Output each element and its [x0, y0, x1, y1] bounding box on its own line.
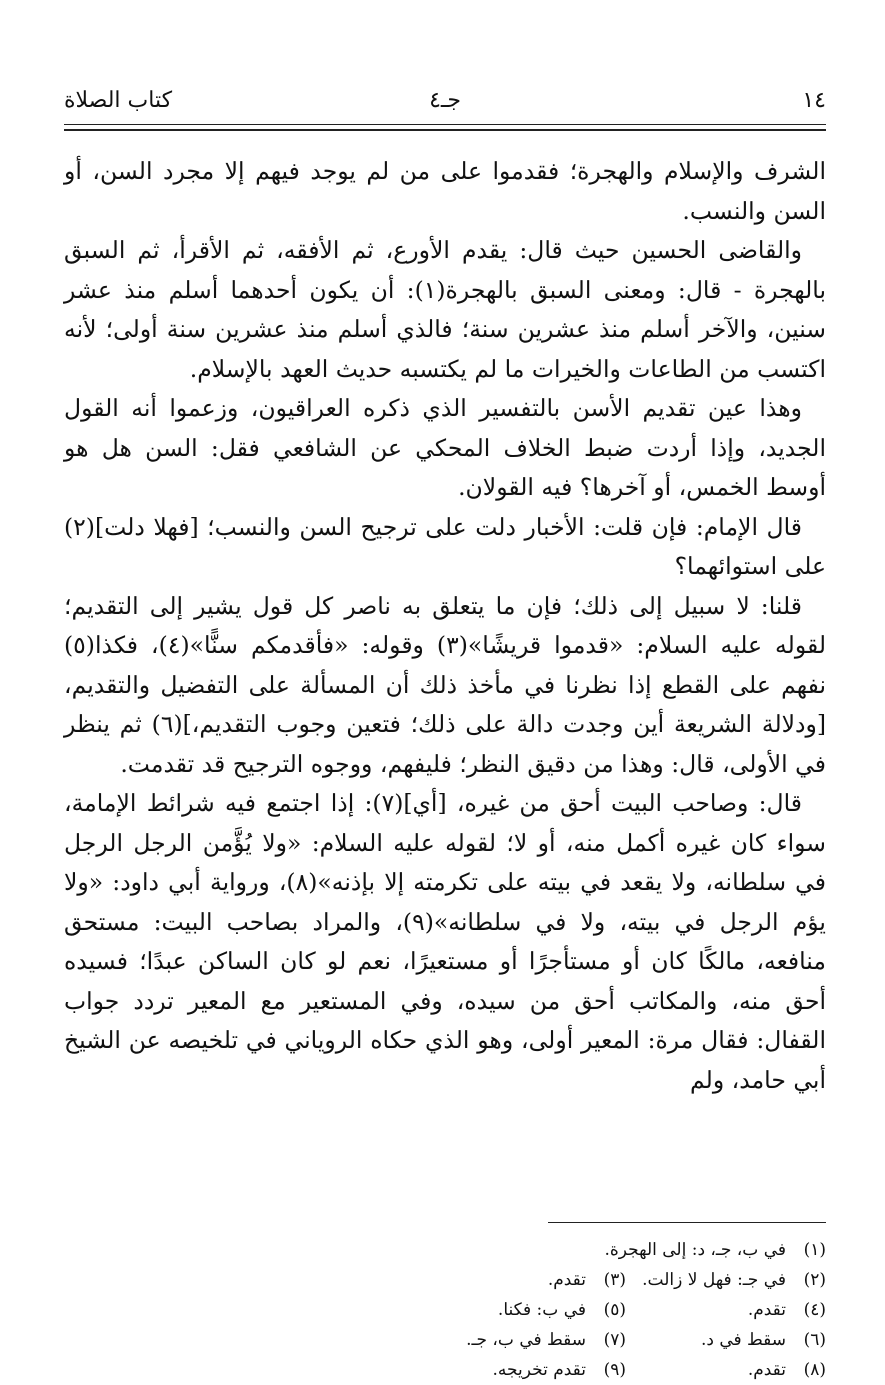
footnote-7: (٧)سقط في ب، جـ. — [466, 1330, 626, 1350]
footnote-1: (١)في ب، جـ، د: إلى الهجرة. — [604, 1240, 826, 1260]
footnote-row — [306, 1295, 826, 1325]
footnote-3: (٣)تقدم. — [547, 1270, 626, 1290]
book-title: كتاب الصلاة — [64, 88, 173, 113]
volume-label: جـ٤ — [429, 88, 461, 113]
footnote-9: (٩)تقدم تخريجه. — [492, 1360, 626, 1380]
footnotes — [306, 1235, 826, 1385]
paragraph: الشرف والإسلام والهجرة؛ فقدموا على من لم يوجد فيهم إلا مجرد السن، أو السن والنسب. — [64, 157, 826, 225]
paragraph: قال: وصاحب البيت أحق من غيره، [أي](٧): إذا اجتمع فيه شرائط الإمامة، سواء كان غيره أكمل منه، أو لا؛ لقوله عليه السلام: «ولا يُؤَّمن الرجل الرجل في سلطانه، ولا يقعد في بيته على تكرمته إلا بإذنه»(٨)، ورواية أبي داود: «ولا يؤم الرجل في بيته، ولا في سلطانه»(٩)، والمراد بصاحب البيت: مستحق منافعه، مالكًا كان أو مستأجرًا أو مستعيرًا، نعم لو كان الساكن عبدًا؛ فسيده أحق منه، والمكاتب أحق من سيده، وفي المستعير مع المعير تردد جواب القفال: فقال مرة: المعير أولى، وهو الذي حكاه الروياني في تلخيصه عن الشيخ أبي حامد، ولم — [64, 789, 826, 1094]
main-text — [64, 152, 826, 1100]
footnote-row — [306, 1355, 826, 1385]
footnote-row — [306, 1265, 826, 1295]
running-header — [64, 82, 826, 122]
book-page — [64, 82, 827, 1380]
page-number: ١٤ — [802, 88, 826, 113]
paragraph: وهذا عين تقديم الأسن بالتفسير الذي ذكره العراقيون، وزعموا أنه القول الجديد، وإذا أردت ضبط الخلاف المحكي عن الشافعي فقل: السن هل هو أوسط الخمس، أو آخرها؟ فيه القولان. — [64, 394, 826, 501]
footnote-4: (٤)تقدم. — [747, 1300, 826, 1320]
footnote-6: (٦)سقط في د. — [700, 1330, 826, 1350]
paragraph: قال الإمام: فإن قلت: الأخبار دلت على ترجيح السن والنسب؛ [فهلا دلت](٢) على استوائهما؟ — [64, 512, 826, 580]
header-rule-thin — [64, 124, 826, 125]
footnote-row — [306, 1325, 826, 1355]
footnote-8: (٨)تقدم. — [747, 1360, 826, 1380]
footnote-2: (٢)في جـ: فهل لا زالت. — [642, 1270, 826, 1290]
footnote-5: (٥)في ب: فكنا. — [497, 1300, 626, 1320]
paragraph: قلنا: لا سبيل إلى ذلك؛ فإن ما يتعلق به ناصر كل قول يشير إلى التقديم؛ لقوله عليه السلام: «قدموا قريشًا»(٣) وقوله: «فأقدمكم سنًّا»(٤)، فكذا(٥) نفهم على القطع إذا نظرنا في مأخذ ذلك أن المسألة على التفضيل والتقديم، [ودلالة الشريعة أين وجدت دالة على ذلك؛ فتعين وجوب التقديم،](٦) ثم ينظر في الأولى، قال: وهذا من دقيق النظر؛ فليفهم، ووجوه الترجيح قد تقدمت. — [64, 591, 827, 778]
header-rule-thick — [64, 129, 826, 131]
footnote-separator — [548, 1222, 826, 1223]
footnote-row — [306, 1235, 826, 1265]
paragraph: والقاضى الحسين حيث قال: يقدم الأورع، ثم الأفقه، ثم الأقرأ، ثم السبق بالهجرة - قال: ومعنى السبق بالهجرة(١): أن يكون أحدهما أسلم منذ عشر سنين، والآخر أسلم منذ عشرين سنة؛ فالذي أسلم منذ عشرين سنة أولى؛ لأنه اكتسب من الطاعات والخيرات ما لم يكتسبه حديث العهد بالإسلام. — [64, 236, 826, 383]
